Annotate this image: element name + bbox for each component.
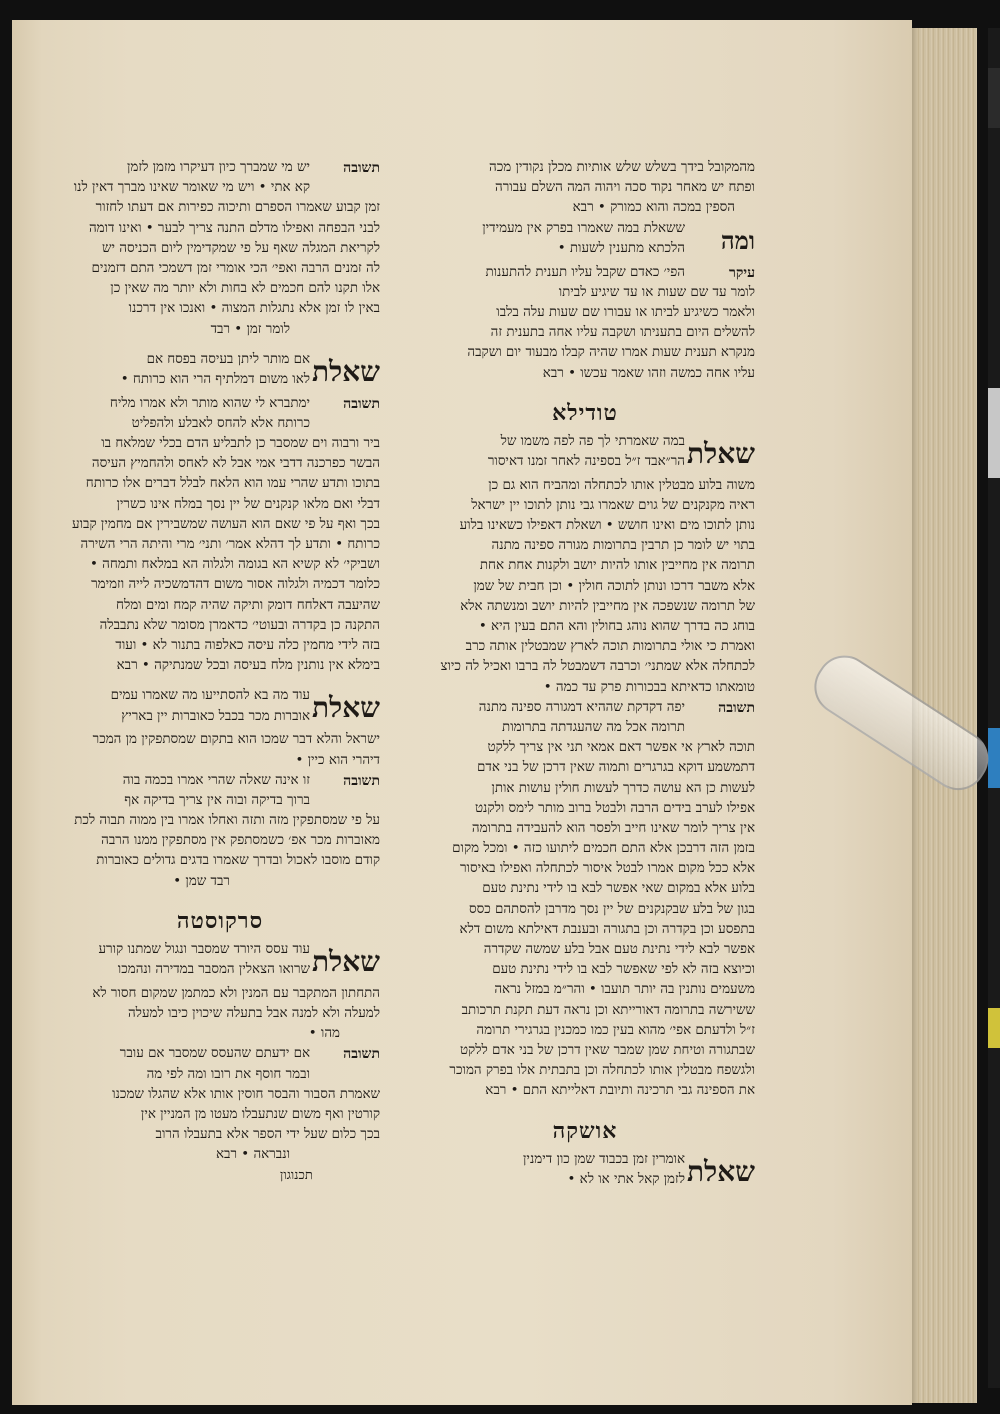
text-line: לזמן קאל אתי או לא • — [567, 1171, 685, 1187]
text-line: שאמרת הסבור והבסר חוסין אותו אלא שהגלו שמכנו — [112, 1086, 380, 1102]
text-line: שרואו הצאלין המסבר במדירה ונהמכו — [117, 962, 310, 977]
text-line: וכיוצא בזה לא לפי שאפשר לבא בו לידי נתינת טעם — [492, 962, 755, 978]
text-line: זו אינה שאלה שהרי אמרו בכמה בוה — [122, 772, 310, 788]
right-column — [415, 158, 755, 1194]
text-line: שהיעבה דאלחח דומק ותיקה שהיה קמח ומים ומלח — [116, 597, 380, 613]
ikar-section — [415, 263, 755, 283]
text-line: לומר זמן • רבד — [210, 321, 290, 337]
text-line: יפה דקדקת שההיא דמגורה ספינה מתנה — [478, 699, 685, 715]
text-line: בימלא אין נותנין מלח בעיסה ובכל שמנתיקה • רבא — [116, 658, 380, 674]
left-column — [60, 158, 380, 1188]
text-line: ימתברא לי שהוא מותר ולא אמרו מליח — [109, 395, 310, 411]
text-line: תוכה לארץ אי אפשר דאם אמאי תני אין צריך ללקט — [487, 740, 755, 756]
text-line: את הספינה גבי תרכינה ותיובת דאלייתא התם • רבא — [485, 1083, 755, 1099]
text-line: זמן קבוע שאמרו הספרם ותיכוה כפירות אם דעתו לחזור — [95, 200, 380, 216]
text-line: ונבראה • רבא — [215, 1147, 290, 1163]
text-line: דתמשמע דוקא בגרגרים ותמוה שאין דרכן של בני אדם — [477, 760, 755, 776]
text-line: משעמים נותנין בה יותר תועבו • והר״מ במזל נראה — [494, 982, 755, 998]
text-line: ופתח יש מאחר נקוד סכה ויהוה המה השלם עבורה — [495, 180, 755, 196]
text-line: בלוע אלא במקום שאי אפשר לבא בו לידי נתינת טעם — [482, 881, 755, 897]
text-line: עליו אחה כמשה וזהו שאמר עכשו • רבא — [542, 365, 755, 381]
sheela-label: שאלת — [312, 691, 380, 725]
text-line: לה זמנים הרבה ואפי׳ הכי אומרי זמן דשמכי התם דזמנים — [91, 260, 380, 276]
text-line: משוה בלוע מבטלין אותו לכתחלה ומהביח הוא גם כן — [488, 477, 755, 493]
text-line: בגון של בלע שבקנקנים של יין נסך מדרבן להסתהם כסס — [468, 901, 755, 917]
text-line: של תרומה שנשפכה אין מחייבין להיות יושב ומנשתה אלא — [460, 598, 755, 614]
ma-section — [415, 219, 755, 263]
section-heading-todila: טודילא — [552, 399, 618, 426]
text-line: ובמר חוסף את רובו ומה לפי מה — [146, 1066, 310, 1082]
text-line: דיהרי הוא כיין • — [295, 752, 380, 768]
text-line: אלו תקנו להם חכמים לא בחות ולא יותר מה שאין כן — [110, 281, 380, 297]
text-line: הלכתא מתענין לשעות • — [557, 240, 685, 256]
text-line: נותן לתוכו מים ואינו חושש • ושאלת דאפילו כשאינו בלוע — [459, 518, 755, 534]
todila-question — [415, 432, 755, 476]
a2-answer — [60, 771, 380, 811]
text-line: אפשר לבא לידי נתינת טעם אבל בלע שמשה שקדרה — [483, 942, 755, 958]
text-line: דבלי ואם מלאו קנקנים של יין נסך במלח אינו כשרין — [116, 496, 380, 512]
text-line: קורטין ואף משום שנתעבלו מעטו מן המניין אין — [140, 1106, 380, 1122]
text-line: ושביקי׳ לא קשיא הא בגומה ולגלוה הא במלאח ותמחה • — [89, 557, 380, 573]
section-heading-oshka: אושקה — [552, 1117, 618, 1144]
text-line: בתפסע וכן בקדרה וכן בתגורה ובענבת דאילתא משום דלא — [459, 921, 755, 937]
sheela-label: שאלת — [687, 436, 755, 470]
text-line: על פי שמסתפקין מזה ותזה ואחלו אמרו בין ממוה תבוה לכת — [74, 813, 380, 829]
text-line: הפי׳ כאדם שקבל עליו תענית להתענות — [485, 264, 685, 280]
text-line: תרומה אכל מה שהעגדתה בתרומות — [502, 719, 685, 735]
text-line: עוד עסס היורד שמסבר ונגול שמתנו קורע — [98, 941, 310, 957]
sheela-label: שאלת — [312, 354, 380, 388]
text-line: כרותח • ותדע לך דהלא אמר׳ ותני׳ מרי והיתה הרי השירה — [80, 537, 380, 552]
text-line: לקריאת המגלה שאף על פי שמקדימין ליום הכניסה יש — [102, 240, 380, 256]
text-line: כרותח אלא להחס לאבלע ולהפליט — [131, 415, 310, 431]
text-line: מאוברות מכר אפ׳ כשמסתפק אין מסתפקין ממנו הרבה — [101, 833, 380, 849]
text-line: מהו • — [308, 1026, 340, 1042]
text-line: ביר ורבוה וים שמסבר כן לתבליע הדם בכלי שמלאח בו — [101, 436, 380, 452]
text-line: טומאתו כדאיתא בבכורות פרק עד כמה • — [543, 679, 755, 695]
text-line: אלא ככל מקום אמרו לבטל איסור לכתחלה ואפילו באיסור — [459, 861, 755, 877]
text-line: ישראל והלא דבר שמכו הוא בתקום שמסתפקין מן המכר — [92, 732, 380, 748]
text-line: ואמרת כי אולי בתרומות תוכה לארץ שמבטלין אותה כרב — [465, 639, 755, 655]
sheela-label: שאלת — [312, 944, 380, 978]
text-line: לבני הבפחה ואפילו מדלם התנה צריך לבער • ואינו דומה — [88, 220, 380, 236]
text-line: יש מי שמברך כיון דעיקרו מזמן לזמן — [127, 160, 310, 175]
text-line: מהמקובל בידך בשלש שלש אותיות מכלן נקודין מכה — [489, 160, 755, 175]
teshuva-label: תשובה — [343, 395, 380, 412]
text-line: אין צריך לומר שאינו חייב ולפסר הוא להעבידה בתרומה — [471, 820, 755, 836]
teshuva-label: תשובה — [718, 699, 755, 716]
text-line: תרומה אין מחייבין אותו להיות יושב ולקנות אחת אחת — [479, 558, 755, 574]
sheela-label: שאלת — [687, 1154, 755, 1188]
text-line: ז״ל ולדעתם אפי׳ מהוא בעין כמו כמכנין בגרגירי תרומה — [476, 1022, 755, 1038]
text-line: עוד מה בא להסתייעו מה שאמרו עמים — [110, 688, 310, 704]
text-line: ולאמר כשיגיע לביתו או עבורו שם שעות עלה בלבו — [496, 304, 755, 320]
text-line: רבד שמן • — [173, 873, 230, 889]
text-line: ראיה מקנקנים של גוים שאמרו גבי נותן לתוכו יין ישראל — [471, 497, 755, 513]
ma-label: ומה — [720, 225, 755, 255]
text-line: ששאלת במה שאמרו בפרק אין מעמידין — [482, 220, 685, 236]
text-line: התחתון המתקבר עם המנין ולא כמתמן שמקום חסור לא — [92, 985, 380, 1001]
q3-question — [60, 940, 380, 984]
text-line: באין לו זמן אלא נתגלות המצוה • ואנכו אין דרכנו — [128, 301, 380, 317]
color-card — [988, 28, 1000, 1388]
text-line: בכך ואף על פי שאם הוא העושה שמשבירין אם מחמין קבוע — [72, 516, 380, 532]
oshka-question — [415, 1150, 755, 1194]
teshuva-label: תשובה — [343, 772, 380, 789]
text-line: אוברות מכר בכבל כאוברות יין באריץ — [121, 708, 310, 724]
text-line: ולגשפח מבטלין אותו לכתחלה וכן בתבתית אלו בפרק המוכר — [449, 1063, 755, 1079]
text-line: אם מותר ליתן בעיסה בפסח אם — [146, 351, 310, 367]
text-line: אומרין זמן בכבוד שמן כון דימנין — [523, 1151, 685, 1167]
text-line: ברוך בדיקה ובוה אין צריך בדיקה אף — [124, 792, 310, 808]
catchword: תכנוגון — [280, 1167, 313, 1183]
text-line: מנקרא תענית שעות אמרו שהיה קבלו מבעוד יום ושקבה — [467, 345, 755, 361]
text-line: אלא משבר דרכו ונותן לתוכה חולין • וכן חבית של שמן — [473, 578, 755, 594]
text-line: הספין במכה והוא כמורק • רבא — [572, 200, 735, 216]
teshuva-label: תשובה — [343, 160, 380, 176]
text-line: ששירשה בתרומה דאורייתא וכן נראה דעת תקנת תרכותב — [461, 1002, 755, 1018]
text-line: אם ידעתם שהעסס שמסבר אם עובר — [119, 1046, 310, 1062]
text-line: בזמן הזה דרבכן אלא התם חכמים ליתועו כזה • ומכל מקום — [452, 841, 755, 857]
text-line: במה שאמרתי לך פה לפה משמו של — [500, 433, 685, 449]
q1-question — [60, 350, 380, 394]
text-line: שבתגורה וטיחת שמן שמבר שאין דרכן של בני אדם ללקט — [459, 1042, 755, 1058]
text-line: הר״אבד ז״ל בספינה לאחר זמנו דאיסור — [487, 453, 685, 469]
section-heading-saragossa: סרקוסטה — [176, 907, 264, 934]
top-answer — [60, 158, 380, 198]
text-line: הבשר כפרכנה דדבי אמי אבל לא לאחס ולהחמיץ העיסה — [91, 456, 380, 472]
text-line: להשלים היום בתעניתו ושקבה עליו אחה בתענית זה — [490, 325, 755, 341]
text-line: בכך כלום שעל ידי הספר אלא בתעבלו הרוב — [155, 1127, 380, 1143]
text-line: התקנה כן בקדרה ובעוטי׳ כדאמרן מסומר שלא נתבבלה — [99, 617, 380, 633]
text-line: לעשות כן הא עושה כדרך לעשות חולין עושות אותן — [491, 780, 755, 796]
a1-answer — [60, 394, 380, 434]
q2-question — [60, 686, 380, 730]
text-line: בוחג כה בדרך שהוא נוהג בחולין והא התם בעין היא • — [478, 619, 755, 635]
text-line: למעלה ולא למנה אבל בתעלה שיכוין כיבו למעלה — [127, 1006, 380, 1021]
a3-answer — [60, 1044, 380, 1084]
text-line: לכתחלה אלא שמתני׳ וכרבה דשמבטל לה ברבו ואכיל לה כיוצ — [440, 659, 755, 675]
text-line: בתוכו ותדע שהרי עמו הוא הלאח לבלל דברים אלו כרותח — [85, 476, 380, 492]
text-line: כלומר דכמיה ולגלוה אסור משום דהדמשכיה לייה וזמימר — [91, 577, 380, 593]
text-line: אפילו לערב בידים הרבה ולבטל ברוב מותר לימס ולקנט — [474, 800, 755, 816]
text-line: קודם מוסבו לאכול ובדרך שאמרו בדגים גדולים כאוברות — [96, 853, 380, 869]
todila-answer — [415, 698, 755, 738]
text-line: לאו משום דמלתיף הרי הוא כרותח • — [120, 371, 310, 387]
ikar-label: עיקר — [729, 264, 755, 281]
teshuva-label: תשובה — [343, 1046, 380, 1063]
text-line: לומר עד שם שעות או עד שיגיע לביתו — [558, 284, 755, 300]
text-line: קא אתי • ויש מי שאומר שאינו מברך דאין לנו — [73, 180, 310, 196]
text-line: בתוי יש לומר כן תרבין בתרומות מגורה ספינה מתנה — [491, 538, 755, 554]
text-line: בזה לידי מחמין כלה עיסה כאלפוה בתנור לא • ועוד — [115, 637, 380, 653]
